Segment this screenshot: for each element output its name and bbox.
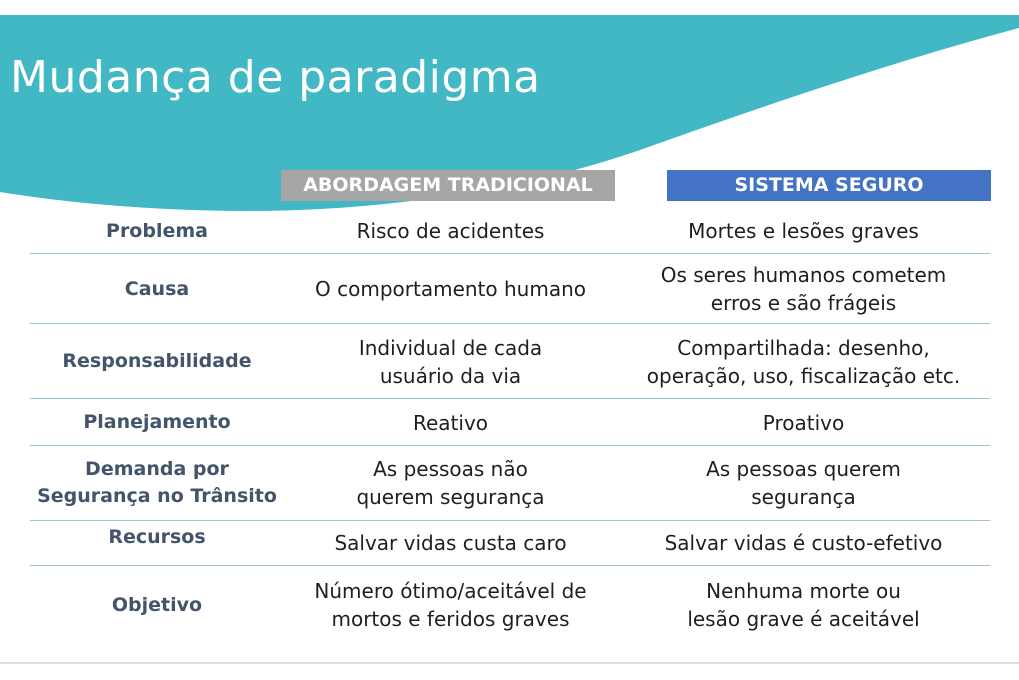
table-row [30,448,990,518]
table-row [30,210,990,252]
cell-line: Número ótimo/aceitável de [314,579,587,603]
cell-line: mortos e feridos graves [331,607,570,631]
table-row [30,256,990,322]
row-label [30,218,284,245]
row-label-line: Segurança no Trânsito [37,485,277,507]
cell-line: segurança [751,485,856,509]
row-label-line: Responsabilidade [62,350,252,372]
row-divider [30,565,990,566]
safe-system-cell [617,455,990,511]
row-divider [30,398,990,399]
cell-line: querem segurança [356,485,545,509]
table-row [30,522,990,564]
row-divider [30,445,990,446]
traditional-cell [284,409,617,437]
traditional-cell [284,529,617,557]
row-label [30,409,284,436]
row-label [30,456,284,510]
safe-system-cell [617,217,990,245]
cell-line: As pessoas querem [706,457,901,481]
cell-line: operação, uso, fiscalização etc. [646,363,961,388]
safe-system-cell [617,334,990,390]
cell-line: usuário da via [379,363,522,388]
safe-system-cell [617,529,990,557]
traditional-cell [284,275,617,303]
cell-line: Salvar vidas é custo-efetivo [664,531,943,555]
cell-line: Salvar vidas custa caro [334,531,567,555]
cell-line: As pessoas não [373,457,528,481]
cell-line: Os seres humanos cometem [660,263,947,287]
traditional-cell [284,217,617,245]
row-label-line: Planejamento [83,411,231,433]
row-label [30,592,284,619]
traditional-cell [284,334,617,390]
cell-line: erros e são frágeis [710,291,897,315]
cell-line: Compartilhada: desenho, [677,335,930,360]
cell-line: Reativo [412,410,489,435]
row-label-line: Demanda por [85,458,229,480]
safe-system-cell [617,261,990,317]
safe-system-cell [617,409,990,437]
header-traditional-approach: ABORDAGEM TRADICIONAL [281,170,615,201]
table-row [30,326,990,397]
footer-divider [0,662,1019,664]
row-label-line: Objetivo [111,593,203,616]
safe-system-cell [617,577,990,633]
table-row [30,401,990,444]
cell-line: Mortes e lesões graves [688,219,919,243]
teal-wave-background [0,0,1019,240]
table-row [30,570,990,640]
row-label [30,348,284,375]
traditional-cell [284,577,617,633]
cell-line: lesão grave é aceitável [687,607,920,631]
traditional-cell [284,455,617,511]
row-divider [30,253,990,254]
row-divider [30,520,990,521]
row-label-line: Problema [106,219,208,242]
row-label-line: Causa [124,277,190,300]
cell-line: Individual de cada [358,335,543,360]
row-label [30,276,284,303]
row-label [30,522,284,551]
cell-line: Proativo [762,410,845,435]
row-label-line: Recursos [108,526,206,548]
cell-line: Risco de acidentes [356,219,545,243]
header-safe-system: SISTEMA SEGURO [667,170,991,201]
slide-title: Mudança de paradigma [10,52,541,103]
row-divider [30,323,990,324]
cell-line: O comportamento humano [315,277,586,301]
cell-line: Nenhuma morte ou [706,579,901,603]
